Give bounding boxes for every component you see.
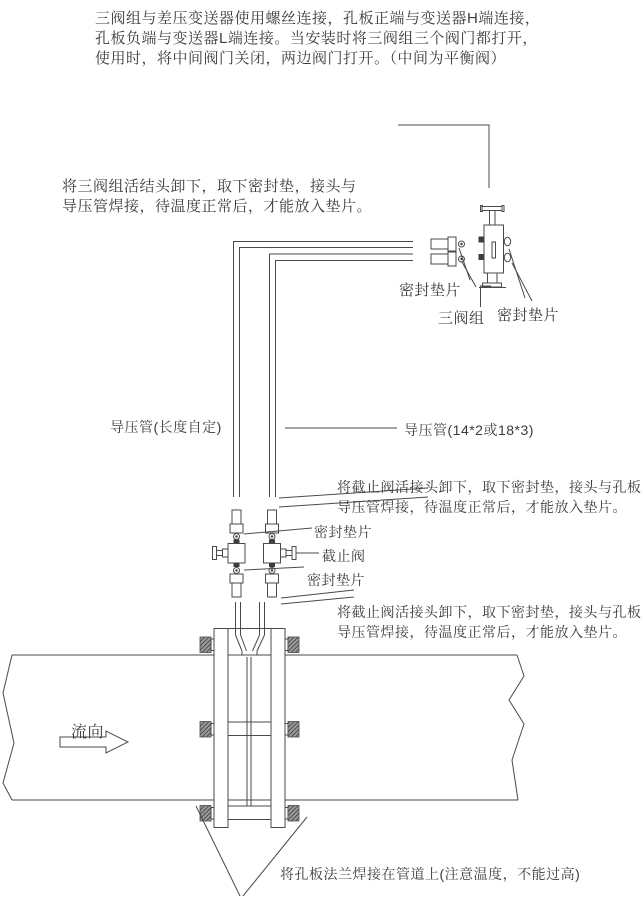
- bolt-shaft: [228, 722, 271, 736]
- stop-valve-note-lower-line-1: 将截止阀活接头卸下，取下密封垫，接头与孔板: [337, 604, 641, 620]
- union-fittings-drawing: [431, 237, 465, 266]
- top-note-line-1: 三阀组与差压变送器使用螺丝连接，孔板正端与变送器H端连接，: [95, 10, 541, 27]
- stop-valve-note-upper-line-1: 将截止阀活接头卸下，取下密封垫，接头与孔板: [337, 479, 641, 495]
- impulse-pipe-lines: [234, 242, 414, 498]
- seal-gasket-left-label: 密封垫片: [399, 282, 462, 299]
- stop-valve-note-upper-line-2: 导压管焊接，待温度正常后，才能放入垫片。: [337, 499, 627, 515]
- stop-valve-body: [228, 544, 245, 564]
- top-note-line-3: 使用时，将中间阀门关闭，两边阀门打开。（中间为平衡阀）: [95, 50, 507, 67]
- seal-gasket-icon: [504, 237, 510, 245]
- seal-gasket-valve-bottom-label: 密封垫片: [307, 572, 365, 588]
- three-valve-manifold-label: 三阀组: [438, 310, 485, 327]
- weld-note-label: 将孔板法兰焊接在管道上(注意温度，不能过高): [280, 866, 581, 882]
- flow-direction-label: 流向: [71, 724, 105, 741]
- stop-valve-body: [264, 544, 281, 564]
- pipe-break-left: [3, 655, 14, 800]
- seal-gasket-valve-top-label: 密封垫片: [314, 524, 372, 540]
- three-valve-manifold-drawing: [479, 206, 511, 288]
- manifold-instruction-note: [62, 177, 372, 217]
- manifold-stem: [488, 273, 498, 283]
- impulse-pipe-length-label: 导压管(长度自定): [110, 419, 222, 435]
- manifold-note-line-2: 导压管焊接，待温度正常后，才能放入垫片。: [62, 198, 373, 215]
- orifice-flange-assembly: [200, 602, 299, 828]
- seal-gasket-right-label: 密封垫片: [497, 307, 560, 324]
- transmitter-connection-line: [398, 125, 489, 188]
- stop-valve-note-lower-line-2: 导压管焊接，待温度正常后，才能放入垫片。: [337, 624, 627, 640]
- valve-handle-icon: [213, 547, 217, 560]
- flange-plate-right: [271, 629, 285, 828]
- stop-valve-note-upper: [337, 477, 641, 517]
- stop-valve-note-lower: [337, 602, 641, 642]
- stop-valve-assembly-drawing: [213, 510, 297, 597]
- bolt-shaft: [228, 806, 271, 820]
- pipe-break-right: [509, 655, 524, 800]
- top-instruction-note: [95, 9, 540, 69]
- flange-plate-left: [214, 629, 228, 828]
- manifold-port-high: [479, 237, 485, 243]
- stop-valve-label: 截止阀: [322, 548, 366, 564]
- manifold-slot: [492, 242, 496, 258]
- manifold-note-line-1: 将三阀组活结头卸下，取下密封垫，接头与: [62, 178, 357, 195]
- manifold-port-low: [479, 254, 485, 260]
- impulse-pipe-size-label: 导压管(14*2或18*3): [404, 422, 534, 438]
- valve-handwheel-icon: [481, 206, 505, 226]
- top-note-line-2: 孔板负端与变送器L端连接。当安装时将三阀组三个阀门都打开，: [95, 30, 538, 47]
- seal-gasket-icon: [504, 253, 510, 261]
- valve-handle-icon: [292, 547, 296, 560]
